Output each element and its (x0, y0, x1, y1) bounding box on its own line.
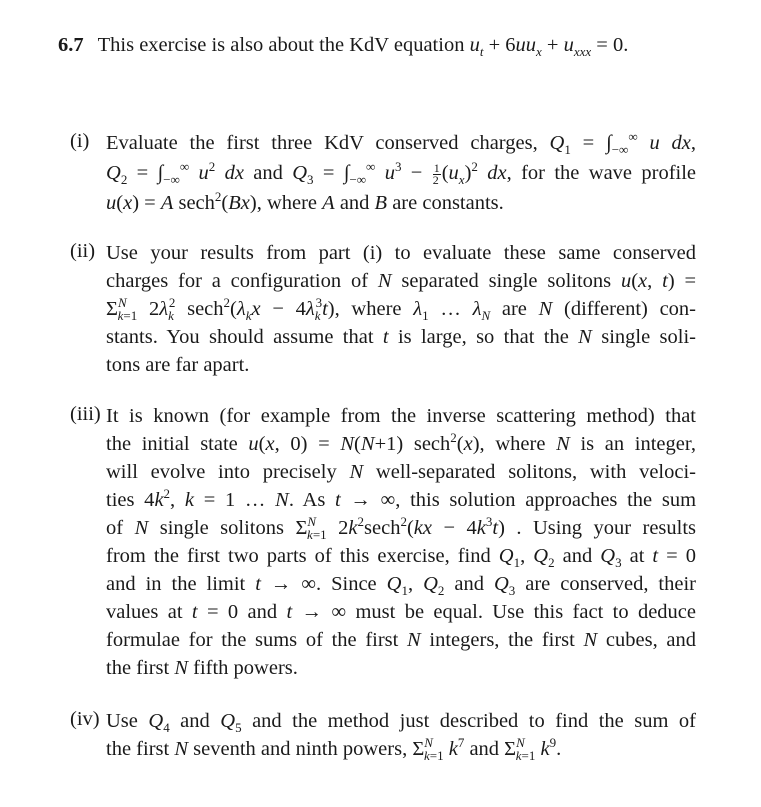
part-line: the initial state u(x, 0) = N(N+1) sech$^2$(x), where N is an integer, (106, 430, 696, 455)
part-line: ties $4k^2$, k = 1 … N. As t → ∞, this solution approaches the sum (106, 486, 697, 511)
part-line: formulae for the sums of the first N integers, the first N cubes, and (106, 629, 697, 651)
part-line: of N single solitons $\Sigma^N_{k=1}$ $2k^2\sec h^2(kx - 4k^3t)$ . Using your results (106, 514, 697, 543)
part-line: u(x) = A sech$^2$(Bx), where A and B are constants. (106, 189, 504, 214)
part-line: Evaluate the first three KdV conserved charges, $Q_1 = \int_{-\infty}^\infty$ u dx, (106, 129, 696, 158)
part-line: Use your results from part (i) to evaluate these same conserved (106, 242, 696, 264)
part-line: $Q_2 = \int_{-\infty}^\infty$ $u^2$ dx and $Q_3 = \int_{-\infty}^\infty$ $u^3$ − $\frac{1}{2}$ $(u_x)^2$ dx, for the wave profile (106, 159, 697, 188)
part-line: the first N fifth powers. (106, 657, 298, 679)
part-line: charges for a configuration of N separated single solitons u(x, t) = (106, 270, 697, 292)
part-line: $\Sigma^N_{k=1}$ $2\lambda_k^2$ $\sec h^2(\lambda_kx - 4\lambda_k^3t)$, where $\lambda_1$ … $\lambda_N$ are N (different) con- (106, 295, 696, 324)
exercise-header (58, 30, 738, 60)
part-line: It is known (for example from the inverse scattering method) that (106, 405, 696, 427)
part-label: (ii) (70, 240, 96, 262)
exercise-number: 6.7 (58, 34, 84, 56)
part-line: will evolve into precisely N well-separated solitons, with veloci- (106, 461, 696, 483)
part-label: (i) (70, 130, 90, 152)
part-line: from the first two parts of this exercise, find $Q_1$, $Q_2$ and $Q_3$ at t = 0 (106, 545, 696, 571)
part-label: (iv) (70, 708, 100, 730)
exercise-intro: This exercise is also about the KdV equation (97, 34, 465, 56)
part-line: tons are far apart. (106, 354, 250, 376)
part-line: stants. You should assume that t is large, so that the N single soli- (106, 326, 696, 348)
part-label: (iii) (70, 403, 101, 425)
part-line: values at t = 0 and t → ∞ must be equal. Use this fact to deduce (106, 601, 697, 623)
kdv-equation-rendered: $u_t + 6uu_x + u_{xxx} = 0$. (469, 34, 629, 60)
part-line: the first N seventh and ninth powers, $\Sigma^N_{k=1}$ $k^7$ and $\Sigma^N_{k=1}$ $k^9$. (106, 735, 562, 764)
part-line: and in the limit t → ∞. Since $Q_1$, $Q_2$ and $Q_3$ are conserved, their (106, 573, 696, 599)
part-line: Use $Q_4$ and $Q_5$ and the method just described to find the sum of (106, 710, 696, 736)
